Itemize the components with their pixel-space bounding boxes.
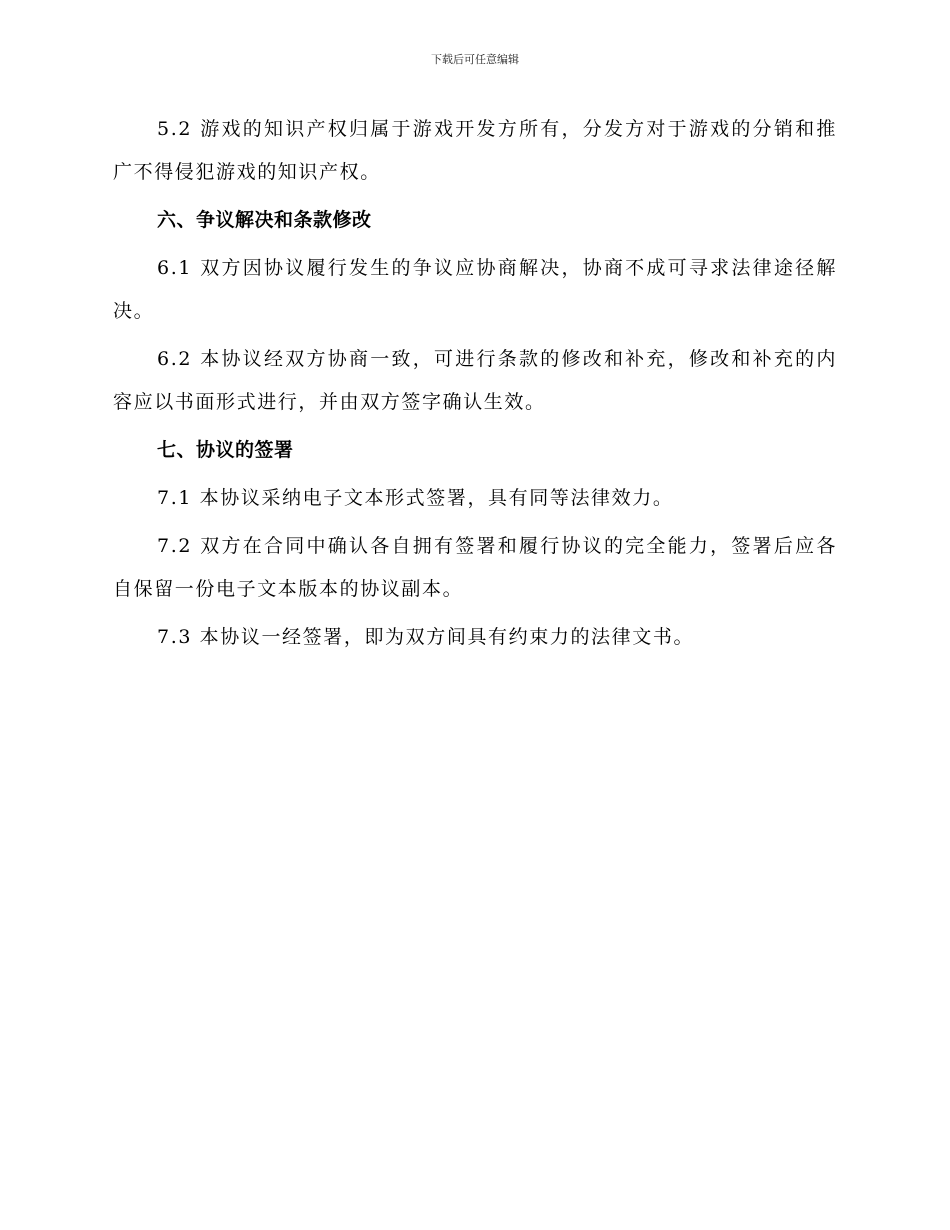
section-heading-7: 七、协议的签署 [157, 439, 294, 461]
clause-7-2: 7.2 双方在合同中确认各自拥有签署和履行协议的完全能力，签署后应各自保留一份电子文本版本的协议副本。 [113, 535, 837, 600]
clause-5-2: 5.2 游戏的知识产权归属于游戏开发方所有，分发方对于游戏的分销和推广不得侵犯游戏的知识产权。 [113, 118, 837, 183]
clause-6-2: 6.2 本协议经双方协商一致，可进行条款的修改和补充，修改和补充的内容应以书面形式进行，并由双方签字确认生效。 [113, 348, 837, 413]
clause-7-3: 7.3 本协议一经签署，即为双方间具有约束力的法律文书。 [157, 626, 695, 648]
document-body [113, 108, 837, 659]
clause-7-1: 7.1 本协议采纳电子文本形式签署，具有同等法律效力。 [157, 487, 674, 509]
section-heading-6: 六、争议解决和条款修改 [157, 209, 372, 231]
page-header: 下载后可任意编辑 [431, 53, 519, 66]
clause-6-1: 6.1 双方因协议履行发生的争议应协商解决，协商不成可寻求法律途径解决。 [113, 257, 837, 322]
